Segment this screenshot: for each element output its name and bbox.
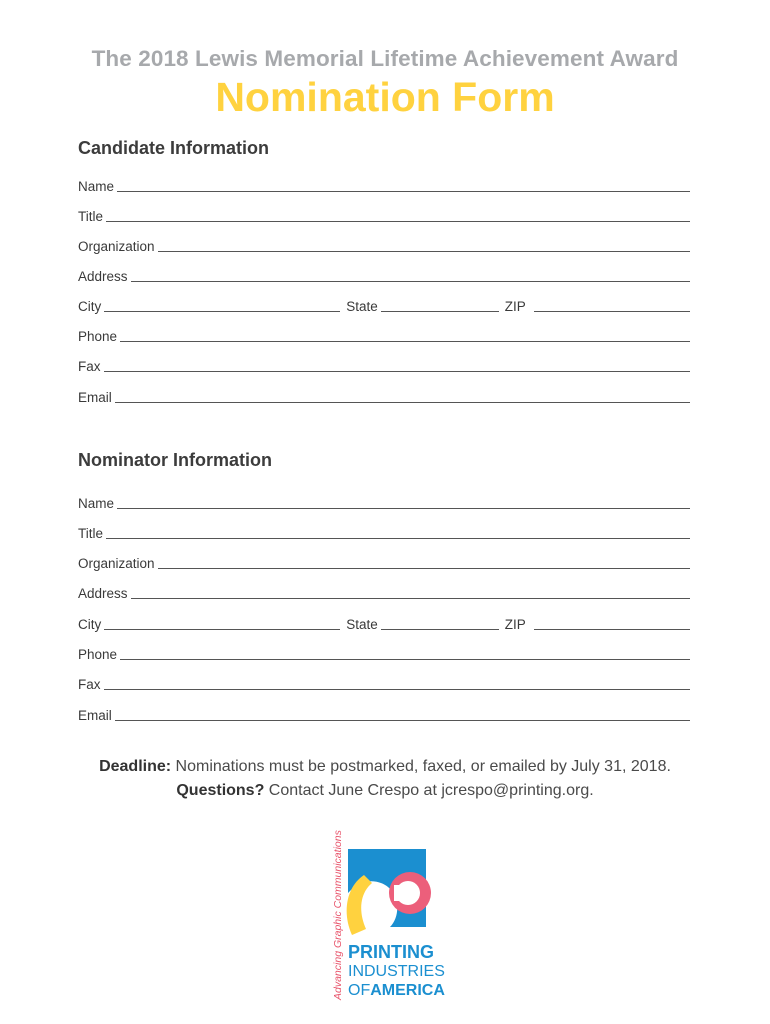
logo-tagline: Advancing Graphic Communications xyxy=(332,830,344,1000)
questions-notice xyxy=(0,782,770,800)
nominator-address-label: Address xyxy=(78,586,128,601)
nominator-city-field[interactable] xyxy=(104,628,340,630)
deadline-notice xyxy=(0,758,770,776)
candidate-city-field[interactable] xyxy=(104,310,340,312)
nominator-address-row xyxy=(78,580,690,602)
questions-label: Questions? xyxy=(176,782,265,799)
candidate-fax-row xyxy=(78,353,690,375)
nominator-fax-field[interactable] xyxy=(104,688,690,690)
nominator-organization-field[interactable] xyxy=(158,567,690,569)
deadline-label: Deadline: xyxy=(99,758,172,775)
nominator-organization-label: Organization xyxy=(78,556,155,571)
deadline-text: Nominations must be postmarked, faxed, or emailed by July 31, 2018. xyxy=(171,758,671,775)
subtitle: The 2018 Lewis Memorial Lifetime Achievement Award xyxy=(91,46,679,71)
logo-text-industries: INDUSTRIES xyxy=(348,963,445,980)
candidate-email-row xyxy=(78,384,690,406)
nominator-state-field[interactable] xyxy=(381,628,499,630)
nominator-phone-row xyxy=(78,641,690,663)
nominator-organization-row xyxy=(78,550,690,572)
nominator-city-label: City xyxy=(78,617,102,632)
nominator-email-row xyxy=(78,702,690,724)
candidate-fax-label: Fax xyxy=(78,359,101,374)
nominator-address-field[interactable] xyxy=(131,597,690,599)
candidate-city-state-zip-row xyxy=(78,293,690,315)
candidate-organization-label: Organization xyxy=(78,239,155,254)
nominator-zip-field[interactable] xyxy=(534,628,690,630)
nominator-phone-label: Phone xyxy=(78,647,118,662)
candidate-phone-row xyxy=(78,323,690,345)
nominator-email-field[interactable] xyxy=(115,719,690,721)
logo-text-printing: PRINTING xyxy=(348,942,435,962)
candidate-name-label: Name xyxy=(78,179,115,194)
candidate-zip-field[interactable] xyxy=(534,310,690,312)
candidate-name-row xyxy=(78,173,690,195)
candidate-state-field[interactable] xyxy=(381,310,499,312)
candidate-state-label: State xyxy=(346,299,378,314)
questions-text: Contact June Crespo at jcrespo@printing.org. xyxy=(264,782,594,799)
nominator-zip-label: ZIP xyxy=(504,617,526,632)
candidate-address-row xyxy=(78,263,690,285)
nominator-fax-row xyxy=(78,671,690,693)
nominator-title-field[interactable] xyxy=(106,537,690,539)
candidate-section-heading: Candidate Information xyxy=(78,138,270,158)
candidate-fax-field[interactable] xyxy=(104,370,690,372)
nominator-name-label: Name xyxy=(78,496,115,511)
candidate-address-label: Address xyxy=(78,269,128,284)
candidate-city-label: City xyxy=(78,299,102,314)
candidate-title-field[interactable] xyxy=(106,220,690,222)
candidate-organization-row xyxy=(78,233,690,255)
candidate-title-label: Title xyxy=(78,209,104,224)
candidate-title-row xyxy=(78,203,690,225)
nominator-name-row xyxy=(78,490,690,512)
nominator-title-label: Title xyxy=(78,526,104,541)
candidate-organization-field[interactable] xyxy=(158,250,690,252)
candidate-address-field[interactable] xyxy=(131,280,690,282)
page-title: Nomination Form xyxy=(215,74,555,120)
logo-text-of: OF xyxy=(348,982,371,999)
candidate-phone-field[interactable] xyxy=(120,340,690,342)
nominator-title-row xyxy=(78,520,690,542)
candidate-email-label: Email xyxy=(78,390,112,405)
candidate-zip-label: ZIP xyxy=(504,299,526,314)
candidate-name-field[interactable] xyxy=(117,190,690,192)
logo-text-of-america xyxy=(348,982,445,1000)
nominator-name-field[interactable] xyxy=(117,507,690,509)
logo-text-america: AMERICA xyxy=(370,982,445,999)
nominator-state-label: State xyxy=(346,617,378,632)
candidate-phone-label: Phone xyxy=(78,329,118,344)
nominator-fax-label: Fax xyxy=(78,677,101,692)
nominator-email-label: Email xyxy=(78,708,112,723)
nominator-city-state-zip-row xyxy=(78,611,690,633)
candidate-email-field[interactable] xyxy=(115,401,690,403)
nominator-phone-field[interactable] xyxy=(120,658,690,660)
nominator-section-heading: Nominator Information xyxy=(78,450,272,470)
